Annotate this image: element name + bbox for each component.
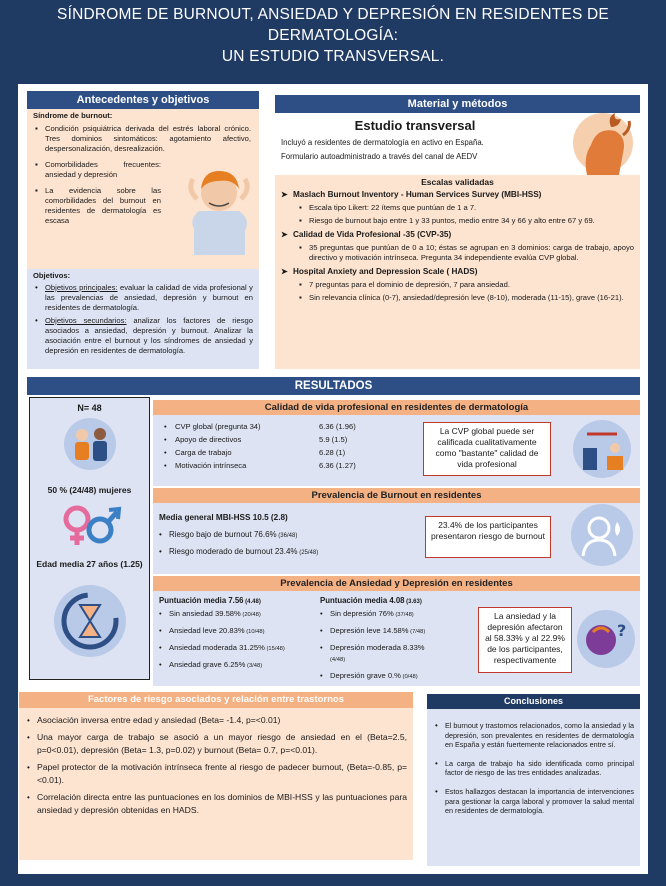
burnout-subtitle: Síndrome de burnout: xyxy=(33,111,113,120)
sample-age: Edad media 27 años (1.25) xyxy=(36,559,143,569)
scale-item: ▪ Sin relevancia clínica (0-7), ansiedad/depresión leve (8-10), moderada (11-15), grave (16-21). xyxy=(297,293,634,303)
hads-item-text: Ansiedad moderada 31.25% xyxy=(169,643,265,652)
burnout-item-count: (36/48) xyxy=(276,533,298,539)
hads-item-count: (20/48) xyxy=(240,612,261,618)
burnout-item: • Riesgo bajo de burnout 76.6% (36/48) xyxy=(159,530,298,539)
burnout-note: 23.4% de los participantes presentaron riesgo de burnout xyxy=(425,516,551,558)
scale-item: ▪ 35 preguntas que puntúan de 0 a 10; éstas se agrupan en 3 dominios: carga de trabajo, apoyo directivo y motivación intrínseca. Pregunta 34 independiente evalúa CVP global. xyxy=(297,243,634,263)
head-stress-icon xyxy=(179,159,259,255)
hads-item-text: Sin ansiedad 39.58% xyxy=(169,609,241,618)
scale-name: ➤ Hospital Anxiety and Depression Scale ( HADS) xyxy=(281,267,478,276)
hads-item-count: (37/48) xyxy=(393,612,414,618)
hads-item: • Depresión grave 0.% (0/48) xyxy=(320,671,418,680)
scale-block xyxy=(281,229,634,263)
metodos-header: Material y métodos xyxy=(275,95,640,113)
scale-item: ▪ Escala tipo Likert: 22 ítems que puntúan de 1 a 7. xyxy=(297,203,634,213)
calidad-row xyxy=(161,446,640,459)
objetivo-principal-text: evaluar la calidad de vida profesional y las prevalencias de ansiedad, depresión y burnout en residentes de dermatología. xyxy=(45,283,253,312)
hads-item-count: (15/48) xyxy=(264,646,285,652)
calidad-section xyxy=(153,400,640,486)
calidad-header: Calidad de vida profesional en residentes de dermatología xyxy=(153,400,640,415)
title-line-1: SÍNDROME DE BURNOUT, ANSIEDAD Y DEPRESIÓN EN RESIDENTES DE xyxy=(57,6,609,23)
hads-item-text: Ansiedad grave 6.25% xyxy=(169,660,246,669)
sample-column xyxy=(29,397,150,680)
hads-item-count: (3/48) xyxy=(245,663,263,669)
factores-header: Factores de riesgo asociados y relación entre trastornos xyxy=(19,692,413,708)
objetivo-secundario-label: Objetivos secundarios: xyxy=(45,316,127,325)
arrow-icon: ➤ xyxy=(281,190,288,199)
calidad-row xyxy=(161,459,640,472)
objetivo-principal-label: Objetivos principales: xyxy=(45,283,118,292)
sample-women: 50 % (24/48) mujeres xyxy=(47,485,132,495)
depression-head-icon xyxy=(575,608,637,670)
hads-item: • Sin ansiedad 39.58% (20/48) xyxy=(159,609,261,618)
burnout-person-icon xyxy=(569,502,635,568)
burnout-head-icon xyxy=(567,105,639,177)
hads-item-count: (0/48) xyxy=(400,674,418,680)
study-title: Estudio transversal xyxy=(354,118,476,133)
burnout-section xyxy=(153,488,640,574)
hads-item-text: Ansiedad leve 20.83% xyxy=(169,626,245,635)
escalas-title: Escalas validadas xyxy=(421,177,494,187)
calidad-value: 6.36 (1.27) xyxy=(319,461,356,470)
antecedente-item: ▪ Comorbilidades frecuentes: ansiedad y depresión xyxy=(33,160,161,180)
calidad-label: • CVP global (pregunta 34) xyxy=(161,420,319,433)
burnout-media: Media general MBI-HSS 10.5 (2.8) xyxy=(159,513,288,522)
clock-icon xyxy=(50,581,130,661)
calidad-value: 6.28 (1) xyxy=(319,448,346,457)
poster-title xyxy=(0,0,666,78)
factores-section xyxy=(19,692,413,860)
calidad-row xyxy=(161,420,640,433)
hads-item-text: Depresión leve 14.58% xyxy=(330,626,409,635)
hads-item-text: Depresión grave 0.% xyxy=(330,671,401,680)
burnout-item-count: (25/48) xyxy=(297,550,319,556)
scale-name: ➤ Calidad de Vida Profesional -35 (CVP-35) xyxy=(281,230,452,239)
dep-title: Puntuación media 4.08 (3.63) xyxy=(320,596,422,605)
objetivos-section xyxy=(27,269,259,369)
office-icon xyxy=(571,418,633,480)
hads-item: • Ansiedad leve 20.83% (10/48) xyxy=(159,626,265,635)
antecedentes-header: Antecedentes y objetivos xyxy=(27,91,259,109)
study-line-2: Formulario autoadministrado a través del canal de AEDV xyxy=(281,152,478,161)
hads-item-text: Sin depresión 76% xyxy=(330,609,394,618)
conclusion-item: • La carga de trabajo ha sido identificada como principal factor de riesgo de las tres entidades analizadas. xyxy=(433,759,634,778)
objetivo-secundario-text: analizar los factores de riesgo asociados a ansiedad, depresión y burnout. Analizar la asociación entre el burnout y los síndromes de ansiedad y depresión en residentes de dermatología. xyxy=(45,316,253,355)
calidad-label: • Apoyo de directivos xyxy=(161,433,319,446)
ansiedad-header: Prevalencia de Ansiedad y Depresión en residentes xyxy=(153,576,640,591)
people-icon xyxy=(60,417,120,471)
svg-text:?: ? xyxy=(617,621,627,640)
arrow-icon: ➤ xyxy=(281,230,288,239)
conclusiones-section xyxy=(427,694,640,866)
hads-item: • Depresión moderada 8.33% (4/48) xyxy=(320,643,425,663)
scale-item: ▪ Riesgo de burnout bajo entre 1 y 33 puntos, medio entre 34 y 66 y alto entre 67 y 69. xyxy=(297,216,634,226)
scale-name: ➤ Maslach Burnout Inventory - Human Services Survey (MBI-HSS) xyxy=(281,190,542,199)
anx-title: Puntuación media 7.56 (4.48) xyxy=(159,596,261,605)
burnout-item-text: Riesgo moderado de burnout 23.4% xyxy=(169,547,298,556)
resultados-header: RESULTADOS xyxy=(27,377,640,395)
scale-block xyxy=(281,189,634,226)
calidad-value: 5.9 (1.5) xyxy=(319,435,348,444)
antecedentes-section xyxy=(27,91,259,269)
conclusiones-header: Conclusiones xyxy=(427,694,640,709)
calidad-value: 6.36 (1.96) xyxy=(319,422,356,431)
factor-item: • Correlación directa entre las puntuaciones en los dominios de MBI-HSS y las puntuaciones para ansiedad y depresión obtenidas en HADS. xyxy=(25,791,407,817)
scale-item: ▪ 7 preguntas para el dominio de depresión, 7 para ansiedad. xyxy=(297,280,634,290)
objetivo-principal xyxy=(33,283,253,313)
hads-item: • Depresión leve 14.58% (7/48) xyxy=(320,626,426,635)
factor-item: • Una mayor carga de trabajo se asoció a un mayor riesgo de ansiedad en el (Beta=2.5, p=0<0.01), depresión (Beta= 1.3, p=0.02) y burnout (Beta= 0.7, p=<0.01). xyxy=(25,731,407,757)
scale-block xyxy=(281,266,634,303)
hads-item: • Sin depresión 76% (37/48) xyxy=(320,609,414,618)
calidad-row xyxy=(161,433,640,446)
arrow-icon: ➤ xyxy=(281,267,288,276)
title-line-2: DERMATOLOGÍA: xyxy=(267,27,399,44)
calidad-label: • Carga de trabajo xyxy=(161,446,319,459)
title-line-3: UN ESTUDIO TRANSVERSAL. xyxy=(221,48,445,65)
hads-item-count: (4/48) xyxy=(330,657,346,663)
estudio-box xyxy=(275,113,640,175)
gender-icon xyxy=(57,503,123,549)
ansiedad-note: La ansiedad y la depresión afectaron al 58.33% y al 22.9% de los participantes, respectivamente xyxy=(478,607,572,673)
hads-item: • Ansiedad moderada 31.25% (15/48) xyxy=(159,643,285,652)
calidad-note: La CVP global puede ser calificada cualitativamente como "bastante" calidad de vida profesional xyxy=(423,422,551,476)
factor-item: • Papel protector de la motivación intrínseca frente al riesgo de padecer burnout, (Beta=-0.85, p= <0.01). xyxy=(25,761,407,787)
burnout-item-text: Riesgo bajo de burnout 76.6% xyxy=(169,530,277,539)
hads-item-text: Depresión moderada 8.33% xyxy=(330,643,425,652)
objetivos-title: Objetivos: xyxy=(33,271,71,280)
hads-item: • Ansiedad grave 6.25% (3/48) xyxy=(159,660,263,669)
factor-item: • Asociación inversa entre edad y ansiedad (Beta= -1.4, p=<0.01) xyxy=(25,714,407,727)
burnout-header: Prevalencia de Burnout en residentes xyxy=(153,488,640,503)
conclusion-item: • El burnout y trastornos relacionados, como la ansiedad y la depresión, son prevalentes en residentes de dermatología en España y están fuertemente relacionados entre sí. xyxy=(433,721,634,750)
study-line-1: Incluyó a residentes de dermatología en activo en España. xyxy=(281,138,484,147)
calidad-label: • Motivación intrínseca xyxy=(161,459,319,472)
metodos-section xyxy=(275,95,640,369)
ansiedad-section xyxy=(153,576,640,686)
hads-item-count: (10/48) xyxy=(244,629,265,635)
antecedente-item: ▪ La evidencia sobre las comorbilidades del burnout en residentes de dermatología es escasa xyxy=(33,186,161,226)
burnout-item: • Riesgo moderado de burnout 23.4% (25/48) xyxy=(159,547,319,556)
hads-item-count: (7/48) xyxy=(408,629,426,635)
conclusion-item: • Estos hallazgos destacan la importancia de intervenciones para gestionar la carga laboral y promover la salud mental en residentes de dermatología. xyxy=(433,787,634,816)
sample-n: N= 48 xyxy=(77,403,102,413)
objetivo-secundario xyxy=(33,316,253,356)
antecedente-item: ▪ Condición psiquiátrica derivada del estrés laboral crónico. Tres dominios sintomáticos: agotamiento afectivo, despersonalización, desrealización. xyxy=(33,124,251,154)
